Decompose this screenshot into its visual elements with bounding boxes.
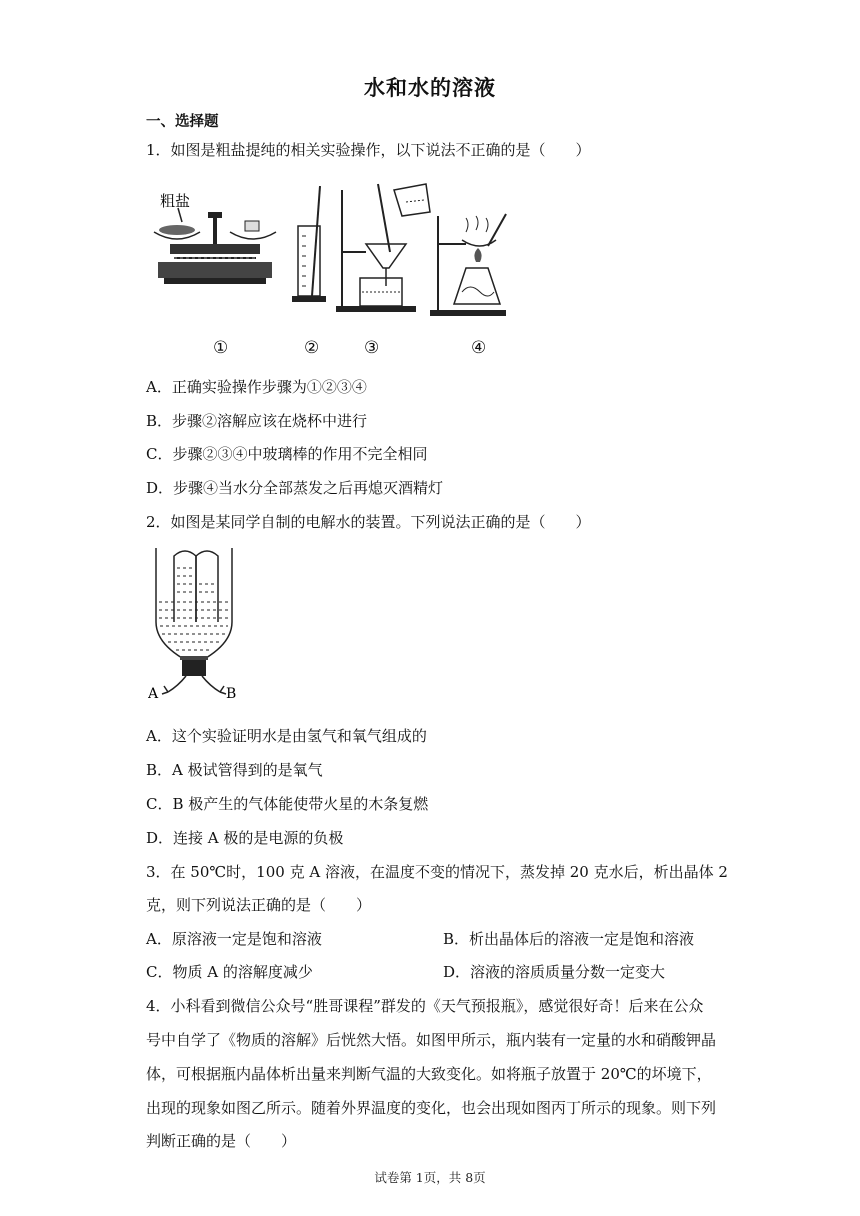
q2-stem: 2．如图是某同学自制的电解水的装置。下列说法正确的是（ ） [146, 513, 591, 531]
figure-mark-2: ② [304, 338, 320, 358]
figure-mark-4: ④ [471, 338, 487, 358]
q3-option-a: A．原溶液一定是饱和溶液 [146, 930, 322, 948]
q3-option-c: C．物质 A 的溶解度减少 [146, 963, 313, 981]
q2-option-c: C．B 极产生的气体能使带火星的木条复燃 [146, 795, 429, 813]
figure-mark-1: ① [213, 338, 229, 358]
electrolysis-figure [148, 546, 240, 702]
graduated-cylinder-figure [292, 186, 332, 316]
page-title: 水和水的溶液 [364, 76, 496, 100]
q1-option-a: A．正确实验操作步骤为①②③④ [146, 378, 367, 396]
q2-option-b: B．A 极试管得到的是氧气 [146, 761, 323, 779]
evaporation-figure [430, 206, 515, 318]
q4-stem-line3: 体，可根据瓶内晶体析出量来判断气温的大致变化。如将瓶子放置于 20℃的坏境下， [146, 1065, 712, 1083]
q4-stem-line4: 出现的现象如图乙所示。随着外界温度的变化，也会出现如图丙丁所示的现象。则下列 [146, 1099, 717, 1117]
q1-option-c: C．步骤②③④中玻璃棒的作用不完全相同 [146, 445, 428, 463]
q1-option-d: D．步骤④当水分全部蒸发之后再熄灭酒精灯 [146, 479, 444, 497]
q3-stem-line2: 克，则下列说法正确的是（ ） [146, 896, 372, 914]
q4-stem-line2: 号中自学了《物质的溶解》后恍然大悟。如图甲所示，瓶内装有一定量的水和硝酸钾晶 [146, 1031, 717, 1049]
q3-option-d: D．溶液的溶质质量分数一定变大 [443, 963, 666, 981]
q2-option-d: D．连接 A 极的是电源的负极 [146, 829, 344, 847]
electrode-b-label: B [226, 686, 237, 702]
figure-mark-3: ③ [364, 338, 380, 358]
q3-option-b: B．析出晶体后的溶液一定是饱和溶液 [443, 930, 695, 948]
q1-option-b: B．步骤②溶解应该在烧杯中进行 [146, 412, 368, 430]
page-footer: 试卷第 1页，共 8页 [374, 1170, 486, 1185]
q4-stem-line5: 判断正确的是（ ） [146, 1132, 297, 1150]
q3-stem-line1: 3．在 50℃时，100 克 A 溶液，在温度不变的情况下，蒸发掉 20 克水后，析出晶体 2 [146, 863, 728, 881]
q1-stem: 1．如图是粗盐提纯的相关实验操作，以下说法不正确的是（ ） [146, 141, 591, 159]
balance-figure [150, 188, 280, 300]
coarse-salt-label: 粗盐 [160, 192, 191, 210]
q4-stem-line1: 4．小科看到微信公众号“胜哥课程”群发的《天气预报瓶》，感觉很好奇！后来在公众 [146, 997, 704, 1015]
section-heading: 一、选择题 [146, 114, 219, 130]
filtration-figure [336, 182, 436, 316]
electrode-a-label: A [148, 686, 159, 702]
q2-option-a: A．这个实验证明水是由氢气和氧气组成的 [146, 727, 427, 745]
